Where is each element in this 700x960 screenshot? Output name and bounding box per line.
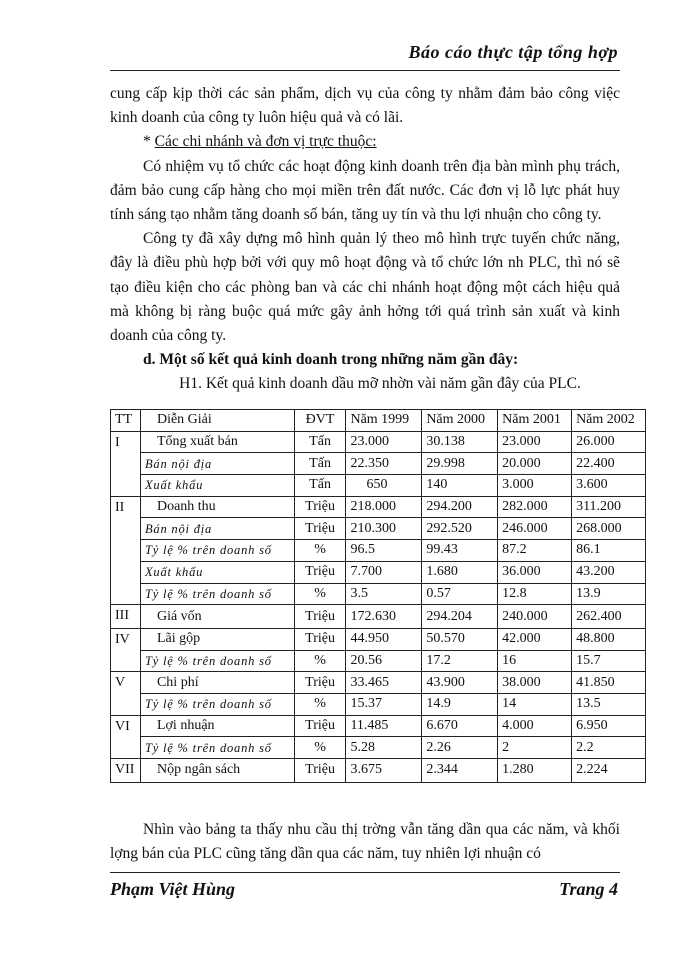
value-cell: 6.950 — [572, 715, 646, 737]
table-body — [111, 410, 646, 783]
value-cell: 292.520 — [422, 518, 498, 540]
value-cell: 172.630 — [346, 605, 422, 629]
value-cell: 50.570 — [422, 628, 498, 650]
value-cell: 311.200 — [572, 496, 646, 518]
unit-cell: Triệu — [294, 715, 346, 737]
table-row — [111, 715, 646, 737]
value-cell: 23.000 — [346, 431, 422, 453]
paragraph: cung cấp kịp thời các sản phẩm, dịch vụ của công ty nhằm đảm bảo công việc kinh doanh của công ty luôn hiệu quả và có lãi. — [110, 85, 620, 127]
value-cell: 4.000 — [498, 715, 572, 737]
value-cell: 3.5 — [346, 583, 422, 605]
value-cell: 1.280 — [498, 759, 572, 783]
value-cell: 20.56 — [346, 650, 422, 672]
value-cell: 43.900 — [422, 672, 498, 694]
value-cell: 23.000 — [498, 431, 572, 453]
unit-cell: Triệu — [294, 496, 346, 518]
value-cell: 14 — [498, 693, 572, 715]
table-row — [111, 561, 646, 583]
row-number-cell: I — [111, 431, 141, 496]
unit-cell: % — [294, 693, 346, 715]
description-cell: Bán nội địa — [140, 453, 294, 475]
value-cell: 240.000 — [498, 605, 572, 629]
value-cell: 44.950 — [346, 628, 422, 650]
value-cell: 43.200 — [572, 561, 646, 583]
value-cell: 650 — [346, 475, 422, 497]
value-cell: 6.670 — [422, 715, 498, 737]
subheading-text: Các chi nhánh và đơn vị trực thuộc: — [154, 133, 377, 151]
bullet-star: * — [143, 133, 155, 151]
value-cell: 33.465 — [346, 672, 422, 694]
table-row — [111, 737, 646, 759]
value-cell: 17.2 — [422, 650, 498, 672]
description-cell: Bán nội địa — [140, 518, 294, 540]
value-cell: 0.57 — [422, 583, 498, 605]
page-header — [110, 34, 620, 71]
value-cell: 87.2 — [498, 540, 572, 562]
value-cell: 1.680 — [422, 561, 498, 583]
row-number-cell: IV — [111, 628, 141, 671]
header-cell: TT — [111, 410, 141, 432]
header-cell: ĐVT — [294, 410, 346, 432]
value-cell: 246.000 — [498, 518, 572, 540]
value-cell: 282.000 — [498, 496, 572, 518]
value-cell: 268.000 — [572, 518, 646, 540]
value-cell: 48.800 — [572, 628, 646, 650]
footer-page-number: Trang 4 — [559, 879, 618, 899]
value-cell: 2.224 — [572, 759, 646, 783]
value-cell: 30.138 — [422, 431, 498, 453]
table-row — [111, 496, 646, 518]
value-cell: 5.28 — [346, 737, 422, 759]
row-number-cell: VI — [111, 715, 141, 758]
after-table-text — [110, 818, 620, 866]
value-cell: 86.1 — [572, 540, 646, 562]
unit-cell: Triệu — [294, 518, 346, 540]
description-cell: Tỷ lệ % trên doanh số — [140, 540, 294, 562]
description-cell: Xuất khẩu — [140, 561, 294, 583]
value-cell: 22.350 — [346, 453, 422, 475]
description-cell: Tỷ lệ % trên doanh số — [140, 583, 294, 605]
description-cell: Nộp ngân sách — [140, 759, 294, 783]
table-row — [111, 453, 646, 475]
unit-cell: % — [294, 583, 346, 605]
table-row — [111, 650, 646, 672]
header-cell: Năm 2000 — [422, 410, 498, 432]
table-row — [111, 518, 646, 540]
value-cell: 2 — [498, 737, 572, 759]
unit-cell: % — [294, 650, 346, 672]
unit-cell: Tấn — [294, 453, 346, 475]
paragraph: Công ty đã xây dựng mô hình quản lý theo mô hình trực tuyến chức năng, đây là điều phù hợp bởi với quy mô hoạt động và tổ chức lớn nh PLC, thì nó sẽ tạo điều kiện cho các phòng ban và các chi nhánh hoạt động một cách hiệu quả mà không bị ràng buộc quá mức gây ảnh hởng tới quá trình sản xuất và kinh doanh của công ty. — [110, 230, 620, 345]
subheading-branches — [110, 130, 620, 154]
value-cell: 3.600 — [572, 475, 646, 497]
paragraph: Có nhiệm vụ tổ chức các hoạt động kinh doanh trên địa bàn mình phụ trách, đảm bảo cung cấp hàng cho mọi miền trên đất nước. Các đơn vị lỗ lực phát huy tính sáng tạo nhằm tăng doanh số bán, tăng uy tín và thu lợi nhuận cho công ty. — [110, 157, 620, 224]
unit-cell: % — [294, 540, 346, 562]
value-cell: 262.400 — [572, 605, 646, 629]
table-row — [111, 628, 646, 650]
page-footer — [110, 872, 620, 903]
value-cell: 2.344 — [422, 759, 498, 783]
description-cell: Tỷ lệ % trên doanh số — [140, 737, 294, 759]
row-number-cell: V — [111, 672, 141, 715]
table-row — [111, 431, 646, 453]
header-cell: Năm 2002 — [572, 410, 646, 432]
value-cell: 42.000 — [498, 628, 572, 650]
value-cell: 13.5 — [572, 693, 646, 715]
header-cell: Năm 2001 — [498, 410, 572, 432]
value-cell: 7.700 — [346, 561, 422, 583]
value-cell: 11.485 — [346, 715, 422, 737]
header-cell: Diễn Giải — [140, 410, 294, 432]
description-cell: Lãi gộp — [140, 628, 294, 650]
description-cell: Tổng xuất bán — [140, 431, 294, 453]
description-cell: Tỷ lệ % trên doanh số — [140, 693, 294, 715]
value-cell: 41.850 — [572, 672, 646, 694]
section-heading: d. Một số kết quả kinh doanh trong những năm gần đây: — [143, 351, 519, 369]
table-row — [111, 475, 646, 497]
description-cell: Lợi nhuận — [140, 715, 294, 737]
row-number-cell: II — [111, 496, 141, 604]
value-cell: 13.9 — [572, 583, 646, 605]
value-cell: 26.000 — [572, 431, 646, 453]
table-row — [111, 672, 646, 694]
description-cell: Tỷ lệ % trên doanh số — [140, 650, 294, 672]
unit-cell: % — [294, 737, 346, 759]
value-cell: 140 — [422, 475, 498, 497]
body-text — [110, 82, 620, 397]
value-cell: 294.200 — [422, 496, 498, 518]
business-results-table — [110, 409, 646, 783]
description-cell: Doanh thu — [140, 496, 294, 518]
value-cell: 2.26 — [422, 737, 498, 759]
unit-cell: Triệu — [294, 628, 346, 650]
value-cell: 36.000 — [498, 561, 572, 583]
row-number-cell: VII — [111, 759, 141, 783]
unit-cell: Triệu — [294, 759, 346, 783]
header-cell: Năm 1999 — [346, 410, 422, 432]
description-cell: Chi phí — [140, 672, 294, 694]
value-cell: 22.400 — [572, 453, 646, 475]
value-cell: 20.000 — [498, 453, 572, 475]
value-cell: 2.2 — [572, 737, 646, 759]
table-row — [111, 540, 646, 562]
value-cell: 3.675 — [346, 759, 422, 783]
value-cell: 210.300 — [346, 518, 422, 540]
value-cell: 12.8 — [498, 583, 572, 605]
description-cell: Giá vốn — [140, 605, 294, 629]
unit-cell: Triệu — [294, 561, 346, 583]
footer-author: Phạm Việt Hùng — [110, 879, 236, 899]
value-cell: 96.5 — [346, 540, 422, 562]
paragraph: Nhìn vào bảng ta thấy nhu cầu thị trờng vẫn tăng dần qua các năm, và khối lợng bán của PLC cũng tăng dần qua các năm, tuy nhiên lợi nhuận có — [110, 821, 620, 863]
value-cell: 16 — [498, 650, 572, 672]
table-row — [111, 583, 646, 605]
value-cell: 29.998 — [422, 453, 498, 475]
value-cell: 218.000 — [346, 496, 422, 518]
table-row — [111, 605, 646, 629]
unit-cell: Tấn — [294, 431, 346, 453]
value-cell: 294.204 — [422, 605, 498, 629]
table-header-row — [111, 410, 646, 432]
table-row — [111, 693, 646, 715]
table-caption: H1. Kết quả kinh doanh dầu mỡ nhờn vài năm gần đây của PLC. — [179, 375, 581, 393]
unit-cell: Triệu — [294, 672, 346, 694]
value-cell: 38.000 — [498, 672, 572, 694]
unit-cell: Tấn — [294, 475, 346, 497]
value-cell: 3.000 — [498, 475, 572, 497]
row-number-cell: III — [111, 605, 141, 629]
header-title: Báo cáo thực tập tổng hợp — [408, 42, 618, 62]
value-cell: 15.7 — [572, 650, 646, 672]
table-row — [111, 759, 646, 783]
description-cell: Xuất khẩu — [140, 475, 294, 497]
value-cell: 14.9 — [422, 693, 498, 715]
unit-cell: Triệu — [294, 605, 346, 629]
value-cell: 15.37 — [346, 693, 422, 715]
value-cell: 99.43 — [422, 540, 498, 562]
